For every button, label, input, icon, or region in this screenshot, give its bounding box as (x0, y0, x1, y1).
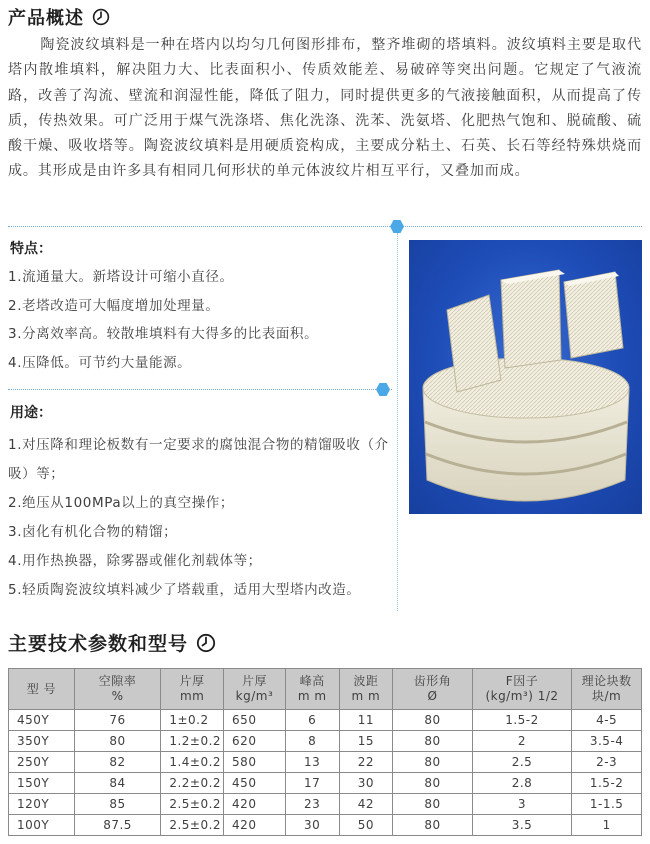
table-row (9, 752, 642, 773)
cell: 85 (74, 794, 161, 815)
cell: 580 (224, 752, 286, 773)
cell: 30 (285, 815, 339, 836)
cell: 15 (339, 731, 393, 752)
header-model (9, 669, 75, 710)
header-thickness (161, 669, 224, 710)
cell: 87.5 (74, 815, 161, 836)
cell: 82 (74, 752, 161, 773)
cell: 80 (393, 710, 472, 731)
cell-model: 250Y (9, 752, 75, 773)
uses-title: 用途： (10, 405, 52, 421)
cell-model: 150Y (9, 773, 75, 794)
header-unit: m m (297, 689, 327, 703)
cell: 17 (285, 773, 339, 794)
cell: 3.5 (472, 815, 572, 836)
cell: 1.4±0.2 (161, 752, 224, 773)
header-unit: % (111, 689, 124, 703)
divider-line (8, 226, 642, 227)
cell: 2.2±0.2 (161, 773, 224, 794)
table-row (9, 731, 642, 752)
product-photo (409, 240, 642, 514)
use-item: 2.绝压从100MPa以上的真空操作； (8, 495, 235, 511)
cell: 6 (285, 710, 339, 731)
feature-item: 4.压降低。可节约大量能源。 (8, 354, 192, 371)
uses-list (8, 431, 400, 605)
features-list (8, 263, 318, 377)
header-unit: kg/m³ (235, 689, 274, 703)
header-unit: Ø (427, 689, 438, 703)
header-label: 型 号 (26, 681, 57, 696)
table-row (9, 794, 642, 815)
cell: 80 (393, 731, 472, 752)
table-row (9, 773, 642, 794)
cell: 8 (285, 731, 339, 752)
cell: 2.5±0.2 (161, 794, 224, 815)
cell: 4-5 (572, 710, 642, 731)
overview-paragraph (8, 33, 642, 185)
cell: 76 (74, 710, 161, 731)
cell: 3.5-4 (572, 731, 642, 752)
cell: 84 (74, 773, 161, 794)
cell: 450 (224, 773, 286, 794)
header-theoretical-plates (572, 669, 642, 710)
cell: 2.5 (472, 752, 572, 773)
divider-line (8, 389, 392, 390)
ceramic-packing-illustration (409, 240, 642, 514)
header-label: F因子 (505, 674, 539, 688)
cell: 11 (339, 710, 393, 731)
header-label: 波距 (353, 674, 379, 688)
cell: 620 (224, 731, 286, 752)
header-peak-height (285, 669, 339, 710)
clock-icon (92, 8, 110, 26)
header-label: 空隙率 (98, 674, 137, 688)
hexagon-icon (376, 383, 390, 396)
cell: 1±0.2 (161, 710, 224, 731)
cell-model: 350Y (9, 731, 75, 752)
header-unit: (kg/m³) 1/2 (485, 689, 559, 703)
cell: 23 (285, 794, 339, 815)
table-row (9, 710, 642, 731)
use-item: 3.卤化有机化合物的精馏； (8, 524, 178, 540)
overview-heading (8, 4, 110, 30)
clock-icon (196, 633, 216, 653)
header-label: 齿形角 (413, 674, 452, 688)
cell: 2 (472, 731, 572, 752)
cell: 2-3 (572, 752, 642, 773)
header-unit: 块/m (592, 689, 622, 703)
cell: 30 (339, 773, 393, 794)
cell-model: 450Y (9, 710, 75, 731)
cell: 1 (572, 815, 642, 836)
feature-item: 1.流通量大。新塔设计可缩小直径。 (8, 269, 234, 285)
cell: 2.8 (472, 773, 572, 794)
cell: 1.2±0.2 (161, 731, 224, 752)
cell-model: 100Y (9, 815, 75, 836)
cell: 80 (393, 794, 472, 815)
hexagon-icon (390, 220, 404, 233)
cell: 42 (339, 794, 393, 815)
features-title: 特点： (10, 241, 52, 257)
table-row (9, 815, 642, 836)
use-item: 1.对压降和理论板数有一定要求的腐蚀混合物的精馏吸收（介吸）等； (8, 437, 389, 482)
cell: 13 (285, 752, 339, 773)
header-unit: mm (179, 689, 205, 703)
header-label: 理论块数 (581, 674, 632, 688)
cell: 50 (339, 815, 393, 836)
params-heading (8, 629, 216, 656)
cell: 80 (393, 773, 472, 794)
cell: 80 (74, 731, 161, 752)
cell: 1.5-2 (472, 710, 572, 731)
header-unit: m m (351, 689, 381, 703)
cell: 1.5-2 (572, 773, 642, 794)
overview-title: 产品概述 (8, 8, 84, 29)
use-item: 5.轻质陶瓷波纹填料减少了塔载重，适用大型塔内改造。 (8, 582, 361, 598)
feature-item: 2.老塔改造可大幅度增加处理量。 (8, 297, 220, 314)
cell: 22 (339, 752, 393, 773)
params-table (8, 668, 642, 836)
feature-item: 3.分离效率高。较散堆填料有大得多的比表面积。 (8, 326, 319, 342)
header-wave-pitch (339, 669, 393, 710)
header-label: 片厚 (179, 674, 205, 688)
header-label: 峰高 (299, 674, 325, 688)
cell: 420 (224, 815, 286, 836)
header-label: 片厚 (241, 674, 267, 688)
use-item: 4.用作热换器，除雾器或催化剂载体等； (8, 553, 262, 569)
cell: 80 (393, 815, 472, 836)
cell: 3 (472, 794, 572, 815)
cell: 2.5±0.2 (161, 815, 224, 836)
header-density (224, 669, 286, 710)
cell: 650 (224, 710, 286, 731)
params-title: 主要技术参数和型号 (8, 633, 189, 655)
header-tooth-angle (393, 669, 472, 710)
header-f-factor (472, 669, 572, 710)
cell: 1-1.5 (572, 794, 642, 815)
overview-text: 陶瓷波纹填料是一种在塔内以均匀几何图形排布，整齐堆砌的塔填料。波纹填料主要是取代塔内散堆填料，解决阻力大、比表面积小、传质效能差、易破碎等突出问题。它规定了气液流路，改善了沟流、壁流和润湿性能，降低了阻力，同时提供更多的气液接触面积，从而提高了传质，传热效果。可广泛用于煤气洗涤塔、焦化洗涤、洗苯、洗氨塔、化肥热气饱和、脱硫酸、硫酸干燥、吸收塔等。陶瓷波纹填料是用硬质瓷构成，主要成分粘土、石英、长石等经特殊烘烧而成。其形成是由许多具有相同几何形状的单元体波纹片相互平行，又叠加而成。 (8, 37, 642, 180)
cell: 420 (224, 794, 286, 815)
cell-model: 120Y (9, 794, 75, 815)
cell: 80 (393, 752, 472, 773)
header-voidage (74, 669, 161, 710)
table-header-row (9, 669, 642, 710)
